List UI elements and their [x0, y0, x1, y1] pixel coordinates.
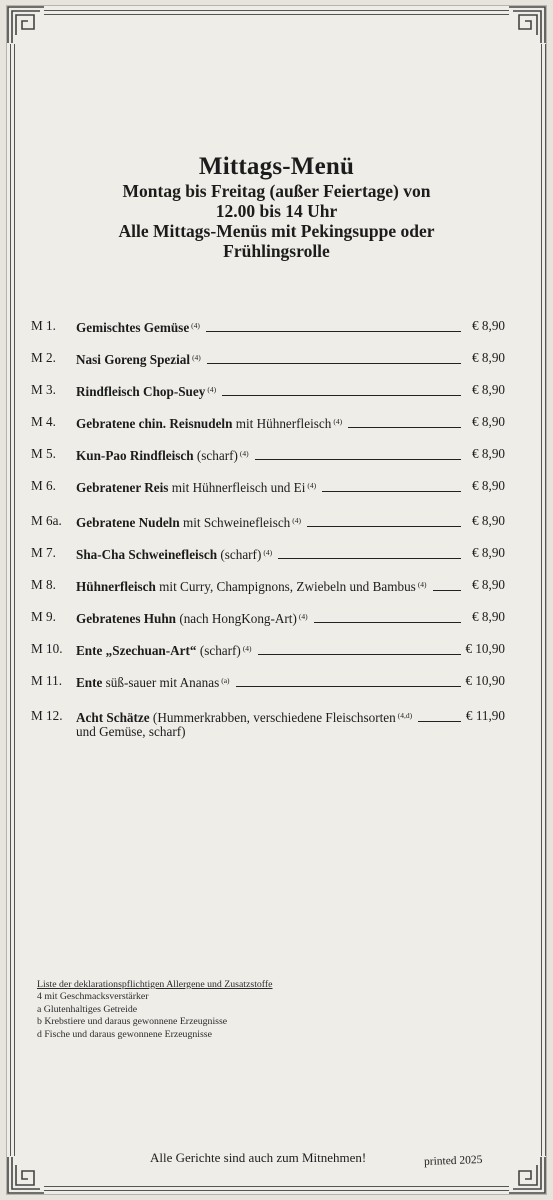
item-number: M 3. — [31, 382, 56, 397]
item-price: € 10,90 — [465, 641, 505, 656]
leader-line — [222, 384, 461, 396]
item-number: M 4. — [31, 414, 56, 429]
left-border-line — [10, 44, 11, 1156]
item-price: € 10,90 — [465, 673, 505, 688]
leader-line — [433, 579, 461, 591]
item-price: € 11,90 — [465, 708, 505, 723]
right-border-line-inner — [545, 44, 546, 1156]
item-name: Ente „Szechuan-Art“ — [76, 643, 197, 658]
item-number: M 5. — [31, 446, 56, 461]
leader-line — [236, 675, 461, 687]
leader-line — [348, 416, 461, 428]
item-detail: (nach HongKong-Art) — [176, 611, 297, 626]
left-border-line-inner — [14, 44, 15, 1156]
bottom-border-line-inner — [44, 1190, 509, 1191]
item-name: Sha-Cha Schweinefleisch — [76, 547, 218, 562]
leader-line — [307, 515, 461, 527]
item-price: € 8,90 — [472, 318, 505, 333]
item-price: € 8,90 — [472, 609, 505, 624]
item-detail-continued: und Gemüse, scharf) — [76, 724, 186, 739]
item-detail: (scharf) — [193, 448, 238, 463]
item-detail: mit Hühnerfleisch — [232, 416, 332, 431]
leader-line — [278, 547, 461, 559]
item-number: M 7. — [31, 545, 56, 560]
item-name: Gebratene Nudeln — [76, 515, 180, 530]
item-name: Ente — [76, 675, 103, 690]
subtitle-line: Alle Mittags-Menüs mit Pekingsuppe oder — [118, 221, 435, 241]
corner-ornament-bottom-left — [6, 1155, 46, 1195]
item-number: M 6a. — [31, 513, 62, 528]
item-detail: (scharf) — [196, 643, 241, 658]
item-allergen-note: (4) — [292, 516, 302, 525]
item-allergen-note: (4) — [191, 321, 200, 330]
right-border-line — [541, 44, 542, 1156]
item-detail: mit Curry, Champignons, Zwiebeln und Bambus — [155, 579, 416, 594]
leader-line — [314, 611, 461, 623]
item-number: M 6. — [31, 478, 56, 493]
leader-line — [258, 643, 461, 655]
item-name: Gebratene chin. Reisnudeln — [76, 416, 233, 431]
item-allergen-note: (4) — [263, 548, 273, 557]
item-name: Rindfleisch Chop-Suey — [76, 384, 206, 399]
allergen-legend-heading: Liste der deklarationspflichtigen Allergene und Zusatzstoffe — [37, 979, 273, 990]
item-price: € 8,90 — [472, 577, 505, 592]
leader-line — [206, 320, 461, 332]
item-allergen-note: (4) — [242, 644, 252, 653]
corner-ornament-top-right — [507, 5, 547, 45]
item-number: M 10. — [31, 641, 63, 656]
leader-line — [322, 480, 461, 492]
top-border-line — [44, 10, 509, 11]
leader-line — [207, 352, 461, 364]
item-detail: mit Hühnerfleisch und Ei — [168, 480, 306, 495]
subtitle-line: 12.00 bis 14 Uhr — [215, 201, 338, 221]
item-allergen-note: (4) — [298, 612, 308, 621]
item-name: Acht Schätze — [76, 710, 150, 725]
item-allergen-note: (4) — [417, 580, 427, 589]
subtitle-line: Frühlingsrolle — [223, 241, 330, 261]
allergen-legend — [37, 979, 273, 1041]
item-name: Nasi Goreng Spezial — [76, 352, 191, 367]
item-name: Gemischtes Gemüse — [76, 320, 190, 335]
allergen-entry: a Glutenhaltiges Getreide — [37, 1003, 138, 1015]
item-price: € 8,90 — [472, 446, 505, 461]
item-name: Gebratener Reis — [76, 480, 169, 495]
item-detail: (Hummerkrabben, verschiedene Fleischsorten — [149, 710, 396, 725]
item-allergen-note: (4,d) — [397, 711, 413, 720]
item-number: M 9. — [31, 609, 56, 624]
item-price: € 8,90 — [472, 478, 505, 493]
subtitle-line: Montag bis Freitag (außer Feiertage) von — [122, 181, 431, 201]
item-price: € 8,90 — [472, 513, 505, 528]
item-allergen-note: (4) — [207, 385, 217, 394]
corner-ornament-bottom-right — [507, 1155, 547, 1195]
leader-line — [255, 448, 461, 460]
item-price: € 8,90 — [472, 545, 505, 560]
printed-year: printed 2025 — [423, 1153, 483, 1169]
item-allergen-note: (4) — [307, 481, 317, 490]
item-price: € 8,90 — [472, 414, 505, 429]
item-name: Hühnerfleisch — [76, 579, 156, 594]
leader-line — [418, 710, 461, 722]
allergen-entry: d Fische und daraus gewonnene Erzeugnisse — [37, 1028, 212, 1040]
item-allergen-note: (4) — [239, 449, 249, 458]
item-number: M 11. — [31, 673, 63, 688]
item-allergen-note: (4) — [333, 417, 343, 426]
item-price: € 8,90 — [472, 350, 505, 365]
allergen-entry: b Krebstiere und daraus gewonnene Erzeugnisse — [37, 1016, 228, 1028]
menu-title: Mittags-Menü — [198, 153, 355, 180]
item-number: M 2. — [31, 350, 56, 365]
item-allergen-note: (a) — [221, 676, 230, 685]
item-name: Kun-Pao Rindfleisch — [76, 448, 194, 463]
item-allergen-note: (4) — [192, 353, 201, 362]
item-number: M 8. — [31, 577, 56, 592]
item-detail: süß-sauer mit Ananas — [102, 675, 220, 690]
item-price: € 8,90 — [472, 382, 505, 397]
item-number: M 12. — [31, 708, 63, 723]
item-detail: mit Schweinefleisch — [179, 515, 291, 530]
menu-subtitle — [60, 181, 493, 261]
top-border-line-inner — [44, 14, 509, 15]
corner-ornament-top-left — [6, 5, 46, 45]
allergen-entry: 4 mit Geschmacksverstärker — [37, 991, 149, 1003]
item-detail: (scharf) — [217, 547, 262, 562]
takeaway-note: Alle Gerichte sind auch zum Mitnehmen! — [150, 1150, 367, 1165]
item-number: M 1. — [31, 318, 56, 333]
bottom-border-line — [44, 1186, 509, 1187]
item-name: Gebratenes Huhn — [76, 611, 177, 626]
